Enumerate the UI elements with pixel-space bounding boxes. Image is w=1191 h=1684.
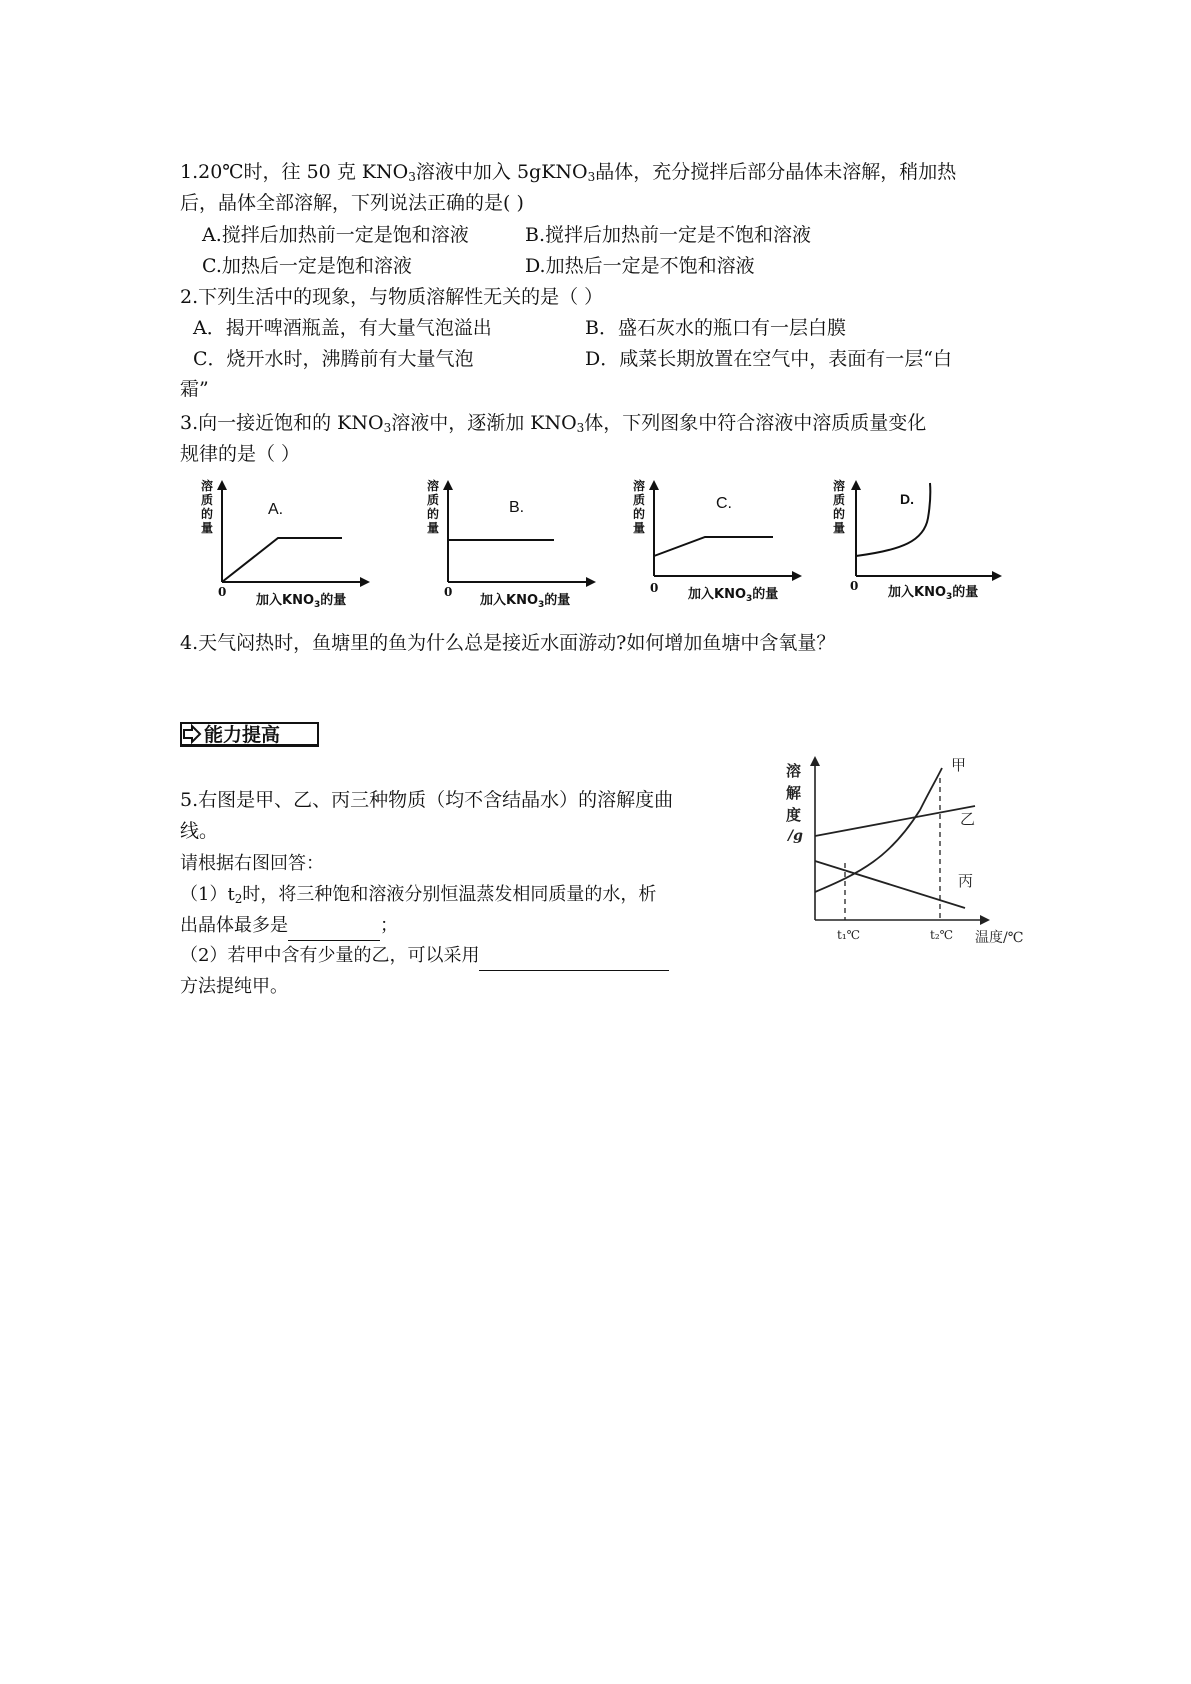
graph-a-svg — [200, 478, 385, 608]
series-label-yi: 乙 — [960, 810, 976, 828]
q5-part-1-e: ； — [380, 915, 398, 936]
graph-c-ylabel-4: 量 — [633, 521, 646, 535]
q5-part-1-a: （1）t — [180, 884, 235, 905]
graph-b-ylabel-2: 质 — [427, 493, 440, 507]
solubility-line-bing — [815, 861, 965, 908]
solubility-xlabel: 温度/℃ — [975, 930, 1024, 946]
answer-blank-2[interactable] — [479, 948, 669, 971]
graph-c-svg — [632, 478, 817, 608]
q1-text-e: 晶体，充分搅拌后部分晶体未溶解，稍加热 — [595, 161, 957, 183]
q1-line-1 — [180, 157, 956, 192]
q5-line-2: 线。 — [180, 820, 219, 842]
q5-part-2-cont: 方法提纯甲。 — [180, 976, 288, 997]
graph-d-ylabel-4: 量 — [833, 521, 846, 535]
series-label-jia: 甲 — [951, 756, 967, 774]
graph-b-svg — [426, 478, 611, 608]
solubility-ylabel-1: 溶 — [786, 762, 802, 780]
q1-sub-2: 3 — [587, 170, 596, 184]
q5-part-1-cont — [180, 911, 398, 941]
graph-c-ylabel-3: 的 — [633, 507, 646, 521]
tick-label-t1: t₁℃ — [837, 928, 861, 942]
solubility-ylabel-3: 度 — [786, 806, 802, 824]
graph-a-ylabel-3: 的 — [201, 507, 214, 521]
q5-part-1 — [180, 880, 656, 914]
q5-part-1-c: 时，将三种饱和溶液分别恒温蒸发相同质量的水，析 — [242, 884, 657, 905]
section-badge — [180, 722, 320, 746]
q1-line-2: 后，晶体全部溶解，下列说法正确的是( ) — [180, 192, 524, 214]
q3-graph-a — [200, 478, 385, 608]
q1-text-c: 溶液中加入 5gKNO — [415, 161, 588, 183]
graph-c-ylabel-2: 质 — [633, 493, 646, 507]
graph-b-letter: B. — [509, 499, 525, 516]
q1-sub-1: 3 — [408, 170, 416, 184]
q2-option-c: C．烧开水时，沸腾前有大量气泡 — [193, 348, 474, 370]
q3-line-2: 规律的是（ ） — [180, 443, 301, 465]
graph-d-xlabel: 加入$KNO_3$的量 — [888, 585, 979, 602]
graph-a-xlabel: 加入$KNO_3$的量 — [256, 593, 347, 610]
q3-text-c: 溶液中，逐渐加 KNO — [391, 412, 577, 434]
graph-d-ylabel-1: 溶 — [833, 479, 846, 493]
graph-c-origin: 0 — [650, 581, 659, 595]
q3-text-e: 体，下列图象中符合溶液中溶质质量变化 — [584, 412, 927, 434]
graph-a-ylabel-1: 溶 — [201, 479, 214, 493]
graph-c-xlabel: 加入$KNO_3$的量 — [688, 587, 779, 604]
graph-c-letter: C. — [716, 495, 732, 512]
graph-a-ylabel-4: 量 — [201, 521, 214, 535]
graph-b-xlabel: 加入$KNO_3$的量 — [480, 593, 571, 610]
q3-graph-b — [426, 478, 611, 608]
q2-option-a: A．揭开啤酒瓶盖，有大量气泡溢出 — [193, 317, 492, 339]
solubility-chart — [770, 748, 1040, 948]
q2-option-d: D．咸菜长期放置在空气中，表面有一层“白 — [585, 348, 952, 370]
section-badge-label: 能力提高 — [204, 724, 281, 746]
q2-option-b: B．盛石灰水的瓶口有一层白膜 — [585, 317, 846, 339]
solubility-ylabel-2: 解 — [786, 784, 802, 802]
q5-part-1-sub: 2 — [234, 892, 243, 906]
q1-option-b: B.搅拌后加热前一定是不饱和溶液 — [525, 224, 812, 246]
solubility-curve-jia — [815, 768, 942, 892]
q2-stem: 2.下列生活中的现象，与物质溶解性无关的是（ ） — [180, 286, 604, 308]
graph-a-ylabel-2: 质 — [201, 493, 214, 507]
graph-d-svg — [832, 478, 1017, 608]
graph-d-letter: D. — [900, 491, 914, 507]
graph-b-ylabel-3: 的 — [427, 507, 440, 521]
q5-part-2 — [180, 941, 669, 971]
section-badge-svg — [180, 722, 320, 748]
graph-d-ylabel-3: 的 — [833, 507, 846, 521]
graph-b-ylabel-4: 量 — [427, 521, 440, 535]
q3-graph-d — [832, 478, 1017, 608]
tick-label-t2: t₂℃ — [930, 928, 954, 942]
series-label-bing: 丙 — [958, 872, 974, 890]
q3-graph-c — [632, 478, 817, 608]
graph-c-ylabel-1: 溶 — [633, 479, 646, 493]
q4-stem: 4.天气闷热时，鱼塘里的鱼为什么总是接近水面游动?如何增加鱼塘中含氧量？ — [180, 632, 836, 654]
answer-blank-1[interactable] — [288, 918, 380, 941]
graph-d-ylabel-2: 质 — [833, 493, 846, 507]
graph-a-origin: 0 — [218, 585, 227, 599]
q1-option-a: A.搅拌后加热前一定是饱和溶液 — [202, 224, 469, 246]
q5-part-2-a: （2）若甲中含有少量的乙，可以采用 — [180, 945, 480, 966]
q5-line-1: 5.右图是甲、乙、丙三种物质（均不含结晶水）的溶解度曲 — [180, 789, 674, 811]
q3-sub-2: 3 — [576, 421, 585, 435]
solubility-ylabel-4: /g — [788, 828, 803, 844]
q5-line-3: 请根据右图回答： — [180, 853, 324, 874]
graph-a-letter: A. — [268, 501, 284, 518]
q2-option-d-cont: 霜” — [180, 378, 209, 400]
graph-b-ylabel-1: 溶 — [427, 479, 440, 493]
q3-text-a: 3.向一接近饱和的 KNO — [180, 412, 384, 434]
q3-sub-1: 3 — [383, 421, 392, 435]
q1-text-a: 1.20℃时，往 50 克 KNO — [180, 161, 409, 183]
solubility-line-yi — [815, 806, 975, 836]
q3-line-1 — [180, 408, 926, 443]
q5-part-1-d: 出晶体最多是 — [180, 915, 288, 936]
graph-d-origin: 0 — [850, 579, 859, 593]
solubility-chart-svg — [770, 748, 1040, 948]
q1-option-d: D.加热后一定是不饱和溶液 — [525, 255, 755, 277]
q1-option-c: C.加热后一定是饱和溶液 — [202, 255, 412, 277]
graph-b-origin: 0 — [444, 585, 453, 599]
